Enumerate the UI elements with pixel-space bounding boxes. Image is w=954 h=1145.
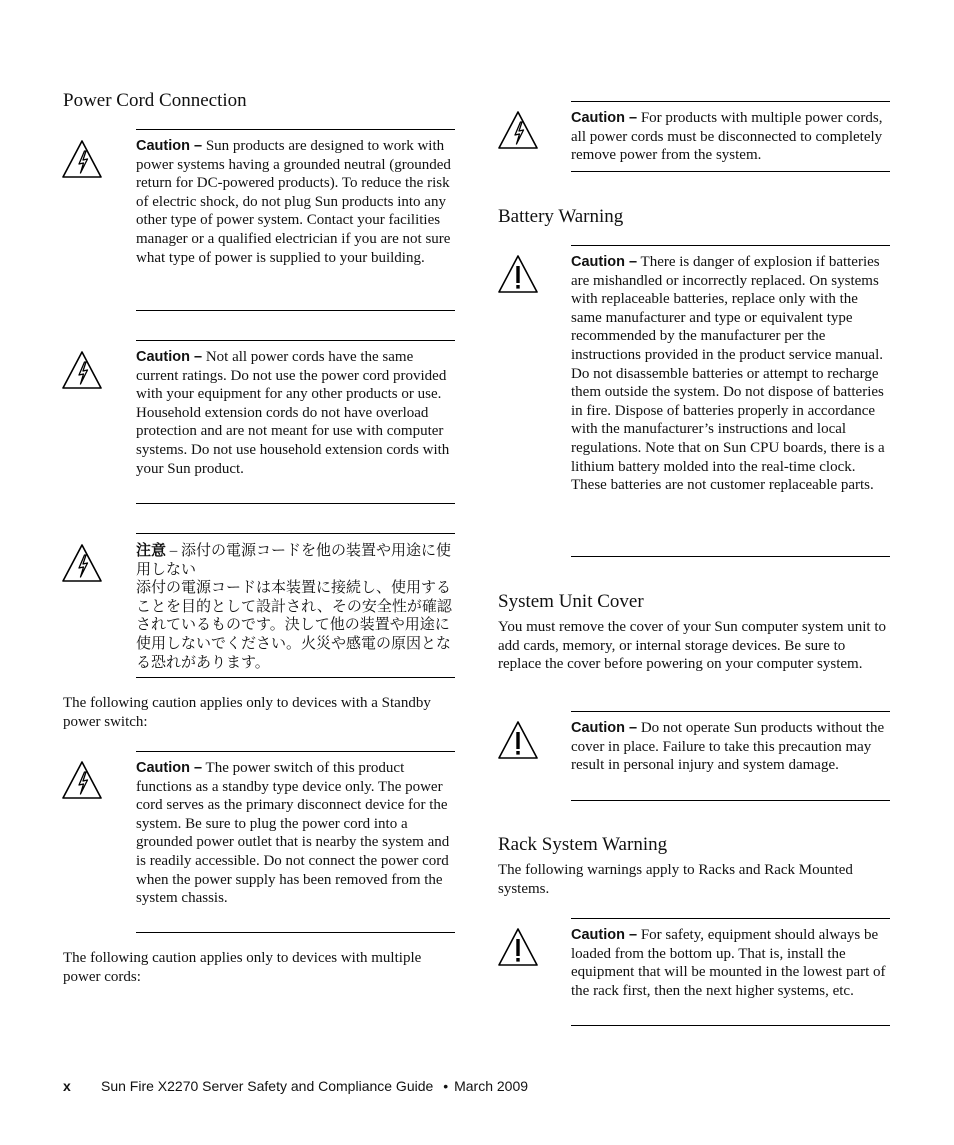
caution-text: Do not operate Sun products without the cover in place. Failure to take this precaution may result in personal injury and system damage. bbox=[571, 720, 885, 774]
caution-text: The power switch of this product functions as a standby type device only. The power cord serves as the primary disconnect device for the system. Be sure to plug the power cord into a grounded power outlet that is nearby the system and is readily accessible. Do not connect the power cord when the power supply has been removed from the system chassis. bbox=[136, 760, 450, 907]
caution-exclamation-icon bbox=[497, 720, 539, 760]
caution-text: For safety, equipment should always be loaded from the bottom up. That is, install the equipment that will be mounted in the lowest part of the rack first, then the next higher systems, etc. bbox=[571, 927, 886, 999]
caution-label: Caution – bbox=[571, 720, 638, 736]
caution-label: Caution – bbox=[136, 760, 203, 776]
page-footer bbox=[63, 1078, 528, 1094]
multiple-cords-intro-paragraph: The following caution applies only to devices with multiple power cords: bbox=[63, 950, 422, 985]
caution-box bbox=[136, 751, 455, 933]
electric-shock-warning-icon bbox=[61, 760, 103, 800]
section-heading-system-unit-cover: System Unit Cover bbox=[498, 591, 644, 612]
standby-intro-paragraph: The following caution applies only to devices with a Standby power switch: bbox=[63, 695, 431, 730]
caution-label: Caution – bbox=[571, 927, 638, 943]
page-number: x bbox=[63, 1078, 71, 1094]
footer-bullet: • bbox=[443, 1078, 449, 1094]
section-heading-battery: Battery Warning bbox=[498, 206, 624, 227]
caution-exclamation-icon bbox=[497, 254, 539, 294]
caution-label: Caution – bbox=[136, 349, 203, 365]
electric-shock-warning-icon bbox=[497, 110, 539, 150]
caution-label: Caution – bbox=[136, 138, 203, 154]
electric-shock-warning-icon bbox=[61, 350, 103, 390]
caution-box bbox=[571, 101, 890, 172]
caution-box bbox=[136, 129, 455, 311]
caution-box bbox=[136, 340, 455, 504]
caution-label: 注意 bbox=[136, 543, 167, 559]
caution-box bbox=[571, 918, 890, 1026]
document-title: Sun Fire X2270 Server Safety and Compliance Guide bbox=[101, 1078, 434, 1094]
caution-box-japanese bbox=[136, 533, 455, 678]
system-unit-cover-paragraph: You must remove the cover of your Sun computer system unit to add cards, memory, or internal storage devices. Be sure to replace the cover before powering on your computer system. bbox=[498, 619, 887, 673]
rack-system-paragraph: The following warnings apply to Racks and Rack Mounted systems. bbox=[498, 862, 853, 897]
caution-text: – 添付の電源コードを他の装置や用途に使用しない bbox=[136, 543, 452, 578]
caution-box bbox=[571, 711, 890, 801]
caution-label: Caution – bbox=[571, 254, 638, 270]
section-heading-power-cord: Power Cord Connection bbox=[63, 90, 247, 111]
caution-exclamation-icon bbox=[497, 927, 539, 967]
caution-body: 添付の電源コードは本装置に接続し、使用することを目的として設計され、その安全性が確認されているものです。決して他の装置や用途に使用しないでください。火災や感電の原因となる恐れがあります。 bbox=[136, 580, 452, 671]
caution-text: Not all power cords have the same current ratings. Do not use the power cord provided with your equipment for any other products or use. Household extension cords do not have overload protection and are not meant for use with computer systems. Do not use household extension cords with your Sun product. bbox=[136, 349, 450, 477]
section-heading-rack-system: Rack System Warning bbox=[498, 834, 668, 855]
document-date: March 2009 bbox=[454, 1078, 529, 1094]
caution-label: Caution – bbox=[571, 110, 638, 126]
caution-text: For products with multiple power cords, all power cords must be disconnected to completely remove power from the system. bbox=[571, 110, 883, 164]
electric-shock-warning-icon bbox=[61, 543, 103, 583]
caution-box bbox=[571, 245, 890, 557]
caution-text: Sun products are designed to work with power systems having a grounded neutral (grounded return for DC-powered products). To reduce the risk of electric shock, do not plug Sun products into any other type of power system. Contact your facilities manager or a qualified electrician if you are not sure what type of power is supplied to your building. bbox=[136, 138, 451, 266]
caution-text: There is danger of explosion if batteries are mishandled or incorrectly replaced. On systems with replaceable batteries, replace only with the same manufacturer and type or equivalent type recommended by the manufacturer per the instructions provided in the product service manual. Do not disassemble batteries or attempt to recharge them outside the system. Do not dispose of batteries in fire. Dispose of batteries properly in accordance with the manufacturer’s instructions and local regulations. Note that on Sun CPU boards, there is a lithium battery molded into the real-time clock. These batteries are not customer replaceable parts. bbox=[571, 254, 885, 494]
electric-shock-warning-icon bbox=[61, 139, 103, 179]
